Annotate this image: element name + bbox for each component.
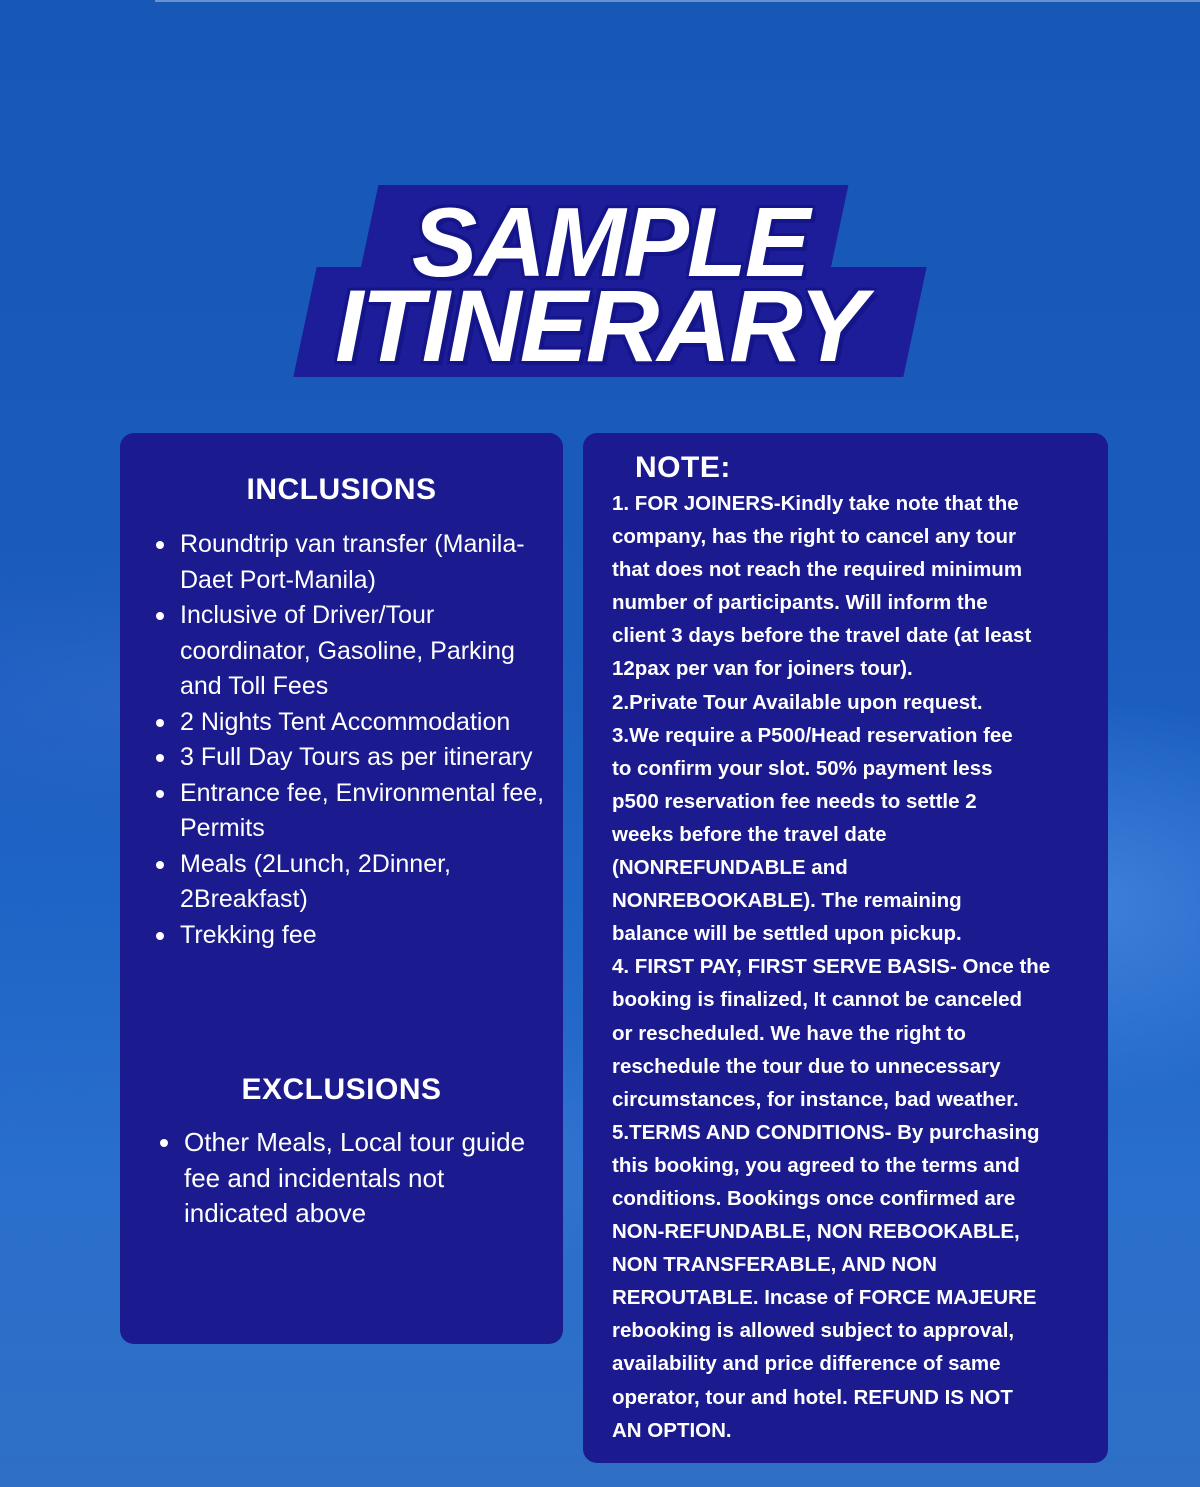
inclusion-item: Entrance fee, Environmental fee, Permits <box>156 776 551 847</box>
note-line: 3.We require a P500/Head reservation fee <box>612 723 1013 747</box>
note-line: booking is finalized, It cannot be canceled <box>612 988 1023 1012</box>
inclusions-list <box>156 527 551 953</box>
inclusions-heading: INCLUSIONS <box>246 473 437 506</box>
inclusion-item: Roundtrip van transfer (Manila-Daet Port-Manila) <box>156 527 551 598</box>
note-line: or rescheduled. We have the right to <box>612 1021 966 1045</box>
note-line: weeks before the travel date <box>612 822 887 846</box>
note-heading: NOTE: <box>635 451 731 484</box>
note-line: reschedule the tour due to unnecessary <box>612 1054 1001 1078</box>
inclusion-item: 3 Full Day Tours as per itinerary <box>156 740 551 776</box>
note-line: NON-REFUNDABLE, NON REBOOKABLE, <box>612 1220 1020 1244</box>
note-body <box>612 487 1097 1447</box>
note-line: that does not reach the required minimum <box>612 558 1023 582</box>
top-divider <box>155 0 1200 2</box>
note-line: to confirm your slot. 50% payment less <box>612 756 993 780</box>
note-line: balance will be settled upon pickup. <box>612 922 962 946</box>
note-line: availability and price difference of same <box>612 1352 1001 1376</box>
note-line: operator, tour and hotel. REFUND IS NOT <box>612 1385 1013 1409</box>
note-line: client 3 days before the travel date (at least <box>612 624 1032 648</box>
note-card <box>583 433 1108 1463</box>
note-line: NONREBOOKABLE). The remaining <box>612 889 962 913</box>
inclusion-item: Trekking fee <box>156 918 551 954</box>
note-line: number of participants. Will inform the <box>612 591 988 615</box>
exclusions-list <box>160 1125 555 1232</box>
note-line: circumstances, for instance, bad weather. <box>612 1087 1019 1111</box>
note-line: 5.TERMS AND CONDITIONS- By purchasing <box>612 1120 1040 1144</box>
note-line: (NONREFUNDABLE and <box>612 856 848 880</box>
note-line: p500 reservation fee needs to settle 2 <box>612 789 977 813</box>
note-line: 12pax per van for joiners tour). <box>612 657 913 681</box>
inclusion-item: 2 Nights Tent Accommodation <box>156 705 551 741</box>
title-block <box>0 175 1200 390</box>
note-line: 2.Private Tour Available upon request. <box>612 690 983 714</box>
note-line: NON TRANSFERABLE, AND NON <box>612 1253 937 1277</box>
exclusion-item: Other Meals, Local tour guide fee and incidentals not indicated above <box>160 1125 555 1232</box>
inclusion-item: Meals (2Lunch, 2Dinner, 2Breakfast) <box>156 847 551 918</box>
title-line-itinerary: ITINERARY <box>335 269 865 383</box>
note-line: AN OPTION. <box>612 1418 732 1442</box>
note-line: company, has the right to cancel any tour <box>612 525 1017 549</box>
title-line-sample: SAMPLE <box>411 187 809 297</box>
inclusions-exclusions-card <box>120 433 563 1344</box>
note-line: 4. FIRST PAY, FIRST SERVE BASIS- Once the <box>612 955 1051 979</box>
note-line: REROUTABLE. Incase of FORCE MAJEURE <box>612 1286 1037 1310</box>
note-line: 1. FOR JOINERS-Kindly take note that the <box>612 492 1019 515</box>
exclusions-heading: EXCLUSIONS <box>241 1073 442 1106</box>
note-line: rebooking is allowed subject to approval, <box>612 1319 1015 1343</box>
note-line: conditions. Bookings once confirmed are <box>612 1186 1016 1210</box>
note-line: this booking, you agreed to the terms and <box>612 1153 1020 1177</box>
inclusion-item: Inclusive of Driver/Tour coordinator, Gasoline, Parking and Toll Fees <box>156 598 551 705</box>
